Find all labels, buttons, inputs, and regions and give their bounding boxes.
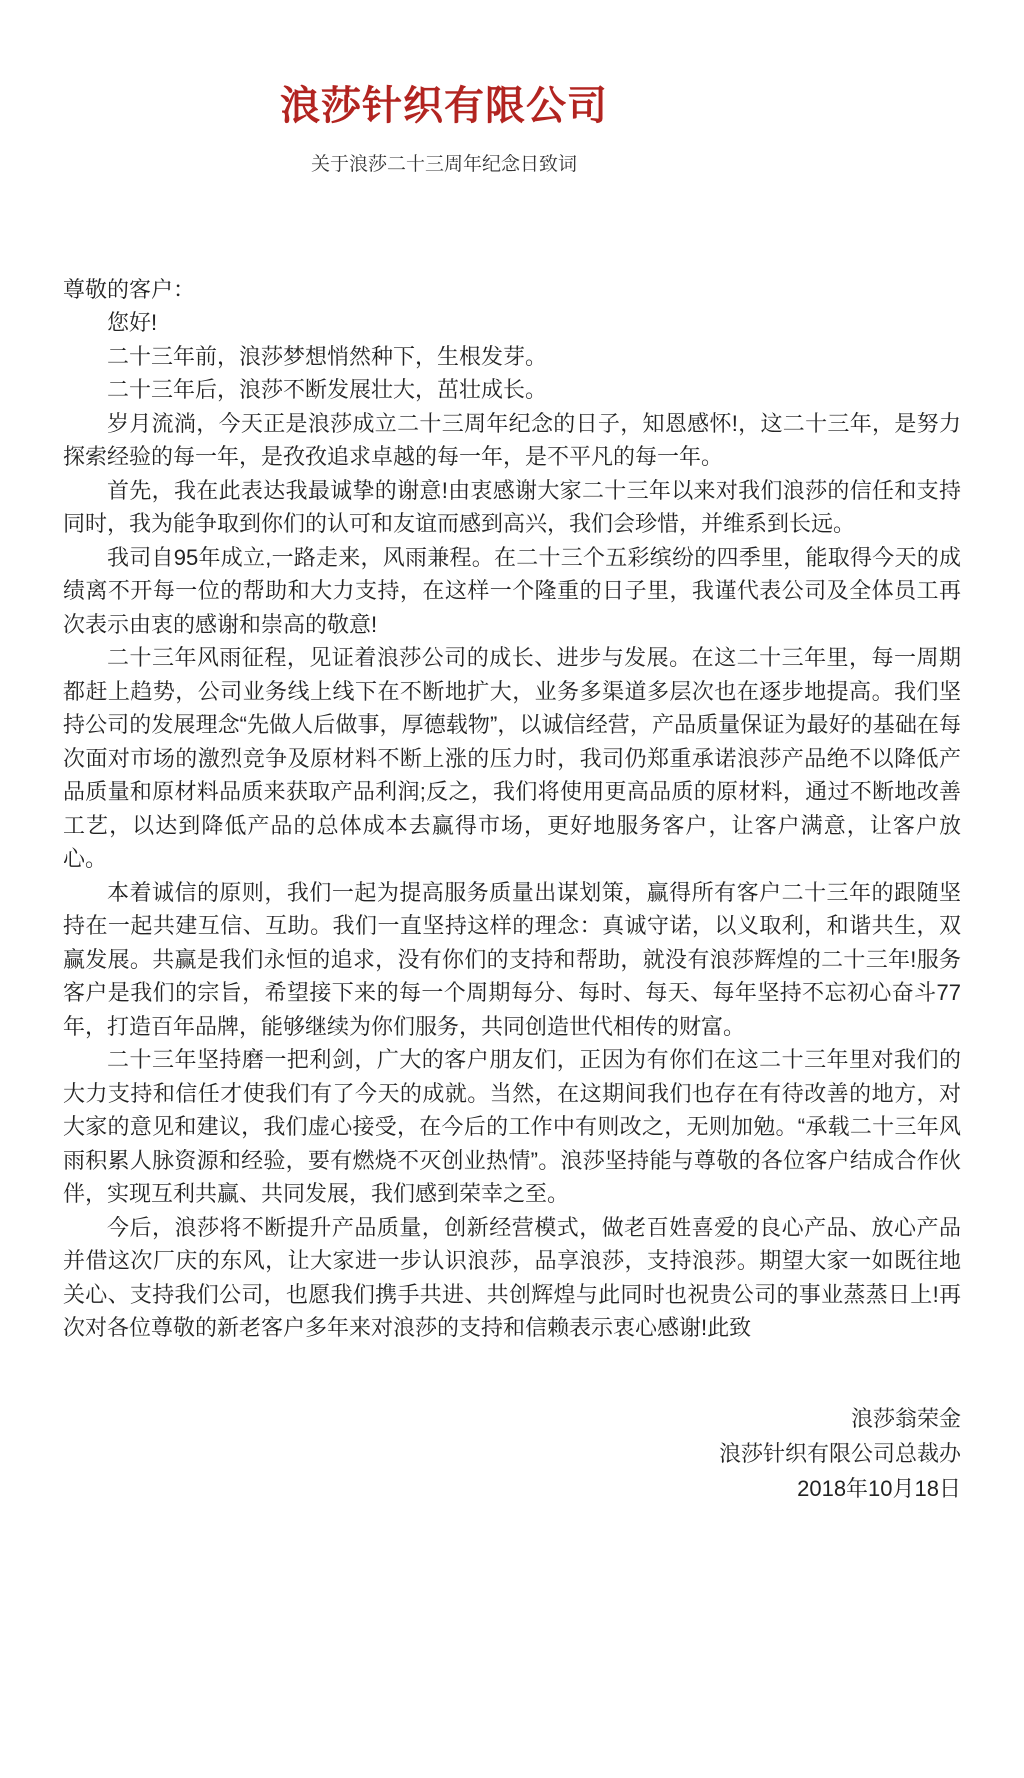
letter-paragraph: 二十三年坚持磨一把利剑，广大的客户朋友们，正因为有你们在这二十三年里对我们的大力支持和信任才使我们有了今天的成就。当然，在这期间我们也存在有待改善的地方，对大家的意见和建议，我们虚心接受，在今后的工作中有则改之，无则加勉。“承载二十三年风雨积累人脉资源和经验，要有燃烧不灭创业热情”。浪莎坚持能与尊敬的各位客户结成合作伙伴，实现互利共赢、共同发展，我们感到荣幸之至。 [63,1047,961,1207]
signature-name: 浪莎翁荣金 [850,1405,961,1431]
letter-paragraph: 首先，我在此表达我最诚挚的谢意!由衷感谢大家二十三年以来对我们浪莎的信任和支持同时，我为能争取到你们的认可和友谊而感到高兴，我们会珍惜，并维系到长远。 [63,477,961,537]
signature-block [63,1401,961,1506]
letter-paragraph: 今后，浪莎将不断提升产品质量，创新经营模式，做老百姓喜爱的良心产品、放心产品并借这次厂庆的东风，让大家进一步认识浪莎，品享浪莎，支持浪莎。期望大家一如既往地关心、支持我们公司，也愿我们携手共进、共创辉煌与此同时也祝贵公司的事业蒸蒸日上!再次对各位尊敬的新老客户多年来对浪莎的支持和信赖表示衷心感谢!此致 [63,1214,961,1341]
letter-paragraph: 您好! [107,310,158,336]
letter-paragraph: 二十三年后，浪莎不断发展壮大，茁壮成长。 [107,377,548,403]
company-title: 浪莎针织有限公司 [280,84,608,128]
letter-paragraph: 本着诚信的原则，我们一起为提高服务质量出谋划策，赢得所有客户二十三年的跟随坚持在一起共建互信、互助。我们一直坚持这样的理念：真诚守诺，以义取利，和谐共生，双赢发展。共赢是我们永恒的追求，没有你们的支持和帮助，就没有浪莎辉煌的二十三年!服务客户是我们的宗旨，希望接下来的每一个周期每分、每时、每天、每年坚持不忘初心奋斗77年，打造百年品牌，能够继续为你们服务，共同创造世代相传的财富。 [63,879,961,1039]
salutation: 尊敬的客户： [63,276,196,302]
signature-org: 浪莎针织有限公司总裁办 [718,1440,961,1466]
letter-body [63,273,961,1345]
signature-date: 2018年10月18日 [797,1475,961,1501]
document-subtitle: 关于浪莎二十三周年纪念日致词 [310,154,577,175]
letter-paragraph: 岁月流淌，今天正是浪莎成立二十三周年纪念的日子，知恩感怀!，这二十三年，是努力探索经验的每一年，是孜孜追求卓越的每一年，是不平凡的每一年。 [63,410,961,470]
letter-paragraph: 我司自95年成立,一路走来，风雨兼程。在二十三个五彩缤纷的四季里，能取得今天的成绩离不开每一位的帮助和大力支持，在这样一个隆重的日子里，我谨代表公司及全体员工再次表示由衷的感谢和崇高的敬意! [63,544,961,637]
letter-paragraph: 二十三年风雨征程，见证着浪莎公司的成长、进步与发展。在这二十三年里，每一周期都赶上趋势，公司业务线上线下在不断地扩大，业务多渠道多层次也在逐步地提高。我们坚持公司的发展理念“先做人后做事，厚德载物”，以诚信经营，产品质量保证为最好的基础在每次面对市场的激烈竞争及原材料不断上涨的压力时，我司仍郑重承诺浪莎产品绝不以降低产品质量和原材料品质来获取产品利润;反之，我们将使用更高品质的原材料，通过不断地改善工艺，以达到降低产品的总体成本去赢得市场，更好地服务客户，让客户满意，让客户放心。 [63,645,961,872]
paragraph-list [63,306,961,1345]
letter-paragraph: 二十三年前，浪莎梦想悄然种下，生根发芽。 [107,343,548,369]
letterhead [63,84,825,178]
